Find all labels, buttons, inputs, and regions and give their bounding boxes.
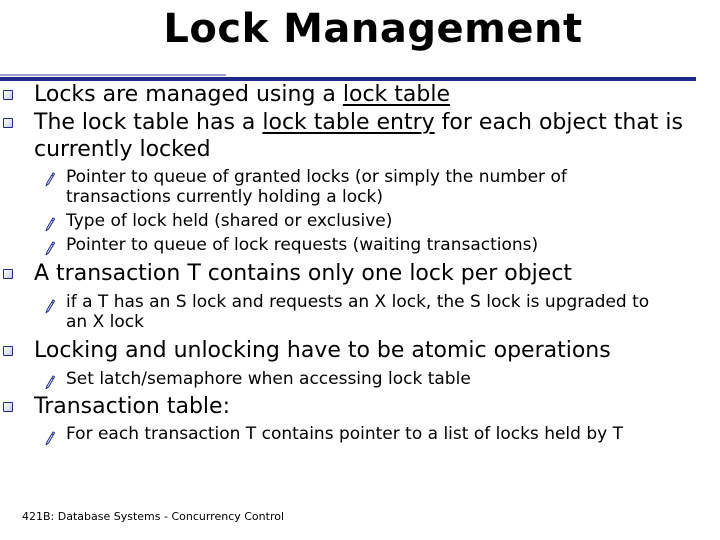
sub-bullet-lock-list: For each transaction T contains pointer to a list of locks held by T bbox=[66, 424, 623, 444]
sub-bullet-upgrade: if a T has an S lock and requests an X lock, the S lock is upgraded to bbox=[66, 292, 650, 312]
bullet-text: Locks are managed using a bbox=[34, 82, 343, 107]
checkbox-square-icon bbox=[3, 118, 13, 128]
bullet-text: The lock table has a bbox=[34, 110, 263, 135]
checkbox-square-icon bbox=[3, 402, 13, 412]
slide-title: Lock Management bbox=[163, 6, 583, 52]
sub-bullet-continuation: transactions currently holding a lock) bbox=[66, 187, 383, 207]
bullet-one-lock: A transaction T contains only one lock per object bbox=[34, 261, 573, 286]
pencil-icon bbox=[44, 216, 56, 232]
pencil-icon bbox=[44, 430, 56, 446]
title-rule bbox=[0, 77, 696, 81]
bullet-text: for each object that is bbox=[434, 110, 684, 135]
term-lock-table: lock table bbox=[342, 82, 451, 107]
checkbox-square-icon bbox=[3, 346, 13, 356]
sub-bullet-latch: Set latch/semaphore when accessing lock table bbox=[66, 369, 471, 389]
bullet-lock-table bbox=[34, 82, 450, 107]
pencil-icon bbox=[44, 240, 56, 256]
bullet-lock-table-entry bbox=[34, 110, 683, 135]
sub-bullet-granted-queue: Pointer to queue of granted locks (or simply the number of bbox=[66, 167, 567, 187]
pencil-icon bbox=[44, 171, 56, 187]
bullet-continuation: currently locked bbox=[34, 137, 211, 162]
bullet-transaction-table: Transaction table: bbox=[34, 394, 230, 419]
term-lock-table-entry: lock table entry bbox=[262, 110, 435, 135]
sub-bullet-request-queue: Pointer to queue of lock requests (waiting transactions) bbox=[66, 235, 539, 255]
sub-bullet-lock-type: Type of lock held (shared or exclusive) bbox=[66, 211, 393, 231]
bullet-atomic: Locking and unlocking have to be atomic operations bbox=[34, 338, 611, 363]
title-rule-shadow bbox=[0, 74, 226, 76]
pencil-icon bbox=[44, 374, 56, 390]
checkbox-square-icon bbox=[3, 269, 13, 279]
slide-footer: 421B: Database Systems - Concurrency Control bbox=[22, 510, 285, 523]
sub-bullet-continuation: an X lock bbox=[66, 312, 144, 332]
checkbox-square-icon bbox=[3, 90, 13, 100]
pencil-icon bbox=[44, 298, 56, 314]
